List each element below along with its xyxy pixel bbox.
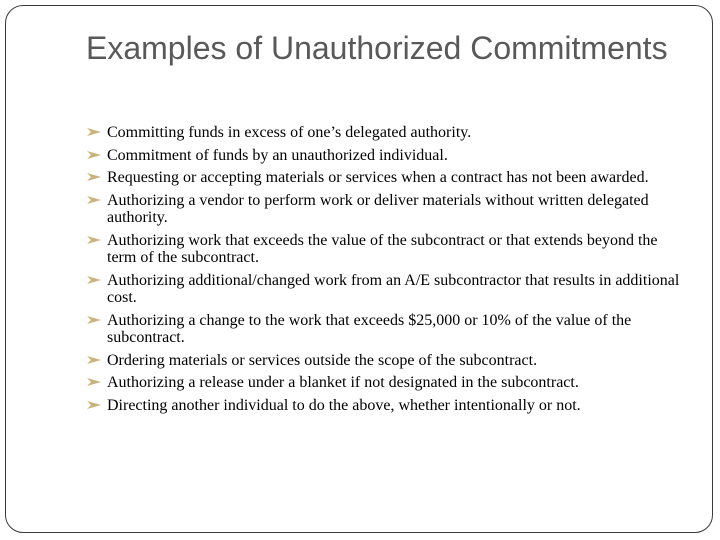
bullet-text: Committing funds in excess of one’s delegated authority. <box>107 124 472 141</box>
bullet-item <box>86 147 686 165</box>
bullet-text: Authorizing a release under a blanket if not designated in the subcontract. <box>107 374 579 391</box>
bullet-item <box>86 232 686 267</box>
slide-frame <box>5 5 713 533</box>
bullet-list <box>86 124 686 419</box>
arrowhead-bullet-icon <box>86 355 102 365</box>
slide-title: Examples of Unauthorized Commitments <box>86 30 668 66</box>
bullet-item <box>86 374 686 392</box>
bullet-text: Authorizing work that exceeds the value of the subcontract or that extends beyond the term of the subcontract. <box>107 231 658 266</box>
arrowhead-bullet-icon <box>86 377 102 387</box>
bullet-text: Authorizing a vendor to perform work or deliver materials without written delegated authority. <box>107 191 649 226</box>
bullet-text: Authorizing a change to the work that exceeds $25,000 or 10% of the value of the subcontract. <box>107 311 632 346</box>
arrowhead-bullet-icon <box>86 127 102 137</box>
arrowhead-bullet-icon <box>86 275 102 285</box>
arrowhead-bullet-icon <box>86 195 102 205</box>
bullet-item <box>86 397 686 415</box>
bullet-item <box>86 352 686 370</box>
bullet-item <box>86 192 686 227</box>
bullet-text: Commitment of funds by an unauthorized individual. <box>107 146 448 164</box>
bullet-text: Directing another individual to do the above, whether intentionally or not. <box>107 396 581 414</box>
bullet-text: Authorizing additional/changed work from an A/E subcontractor that results in additional cost. <box>107 271 680 306</box>
arrowhead-bullet-icon <box>86 400 102 410</box>
bullet-item <box>86 169 686 187</box>
arrowhead-bullet-icon <box>86 235 102 245</box>
bullet-text: Requesting or accepting materials or services when a contract has not been awarded. <box>107 169 649 186</box>
arrowhead-bullet-icon <box>86 150 102 160</box>
arrowhead-bullet-icon <box>86 172 102 182</box>
bullet-text: Ordering materials or services outside the scope of the subcontract. <box>107 351 538 369</box>
bullet-item <box>86 272 686 307</box>
bullet-item <box>86 124 686 142</box>
arrowhead-bullet-icon <box>86 315 102 325</box>
bullet-item <box>86 312 686 347</box>
